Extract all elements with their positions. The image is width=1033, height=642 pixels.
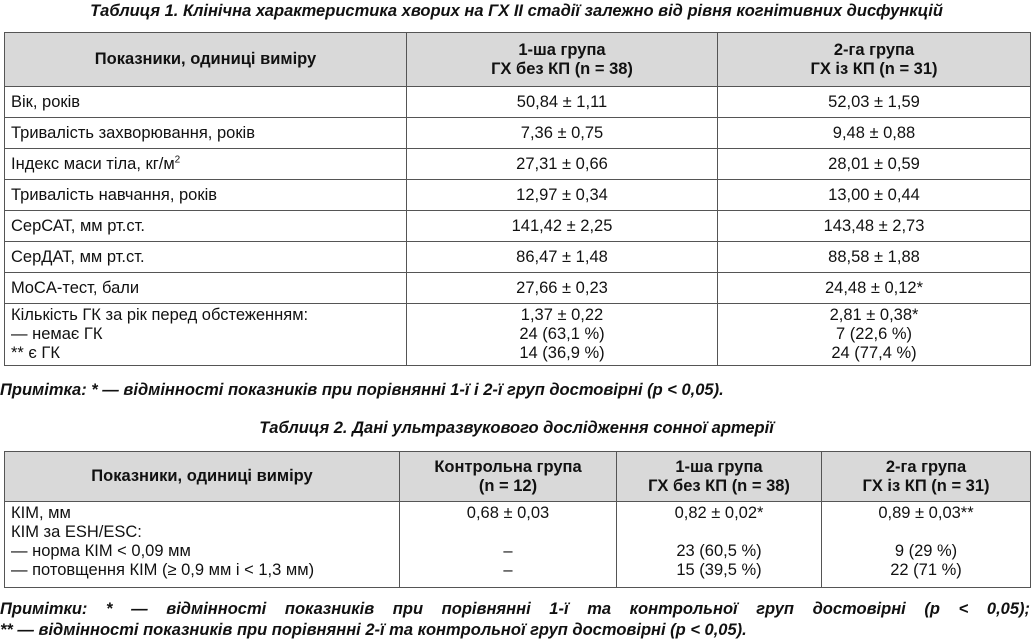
table2-group1-cell (617, 502, 822, 588)
label-line: — норма КІМ < 0,09 мм (11, 542, 191, 560)
header-group1-line1: 1-ша група (518, 40, 606, 59)
header-indicator-text: Показники, одиниці виміру (91, 467, 313, 485)
row-label: СерДАТ, мм рт.ст. (5, 242, 407, 273)
control-line: – (503, 561, 513, 579)
row-group1-value: 27,66 ± 0,23 (407, 273, 718, 304)
multi-row-group2 (718, 304, 1031, 366)
table1-caption: Таблиця 1. Клінічна характеристика хворих на ГХ ІІ стадії залежно від рівня когнітивних дисфункцій (90, 2, 943, 20)
row-label-superscript: 2 (174, 154, 181, 165)
row-group1-value: 50,84 ± 1,11 (407, 87, 718, 118)
row-label: Тривалість навчання, років (5, 180, 407, 211)
row-group2-value: 52,03 ± 1,59 (718, 87, 1031, 118)
header-group1-line2: ГХ без КП (n = 38) (648, 476, 790, 495)
table-row (5, 211, 1031, 242)
header-group2-line1: 2-га група (833, 40, 915, 59)
table-row-multiline (5, 502, 1031, 588)
row-group1-value: 141,42 ± 2,25 (407, 211, 718, 242)
header-indicator-text: Показники, одиниці виміру (94, 50, 317, 68)
multi-label-line: — немає ГК (11, 325, 103, 343)
row-group2-value: 13,00 ± 0,44 (718, 180, 1031, 211)
table-row (5, 149, 1031, 180)
table1-header-group1 (407, 33, 718, 87)
group1-line (623, 523, 815, 542)
control-line (406, 523, 610, 542)
group1-line: 0,82 ± 0,02* (674, 504, 764, 522)
group2-line (828, 523, 1024, 542)
group1-line: 15 (39,5 %) (676, 561, 762, 579)
label-line: КІМ, мм (11, 504, 71, 522)
row-label: Вік, років (5, 87, 407, 118)
multi-group1-line: 1,37 ± 0,22 (520, 306, 604, 324)
table2-label-cell (5, 502, 400, 588)
multi-row-label (5, 304, 407, 366)
table-row (5, 87, 1031, 118)
multi-row-group1 (407, 304, 718, 366)
table1-header-row (5, 33, 1031, 87)
group2-line: 9 (29 %) (894, 542, 958, 560)
header-control-line1: Контрольна група (434, 457, 582, 476)
table2-header-group2 (822, 452, 1031, 502)
row-group1-value: 27,31 ± 0,66 (407, 149, 718, 180)
multi-group1-line: 24 (63,1 %) (519, 325, 605, 343)
header-group2-line1: 2-га група (885, 457, 967, 476)
table2-header-indicator (5, 452, 400, 502)
header-control-line2: (n = 12) (478, 476, 538, 495)
table2-note-line1: Примітки: * — відмінності показників при порівнянні 1-ї та контрольної груп достовірні (p < 0,05); (0, 600, 1030, 618)
row-group1-value: 12,97 ± 0,34 (407, 180, 718, 211)
label-line: КІМ за ESH/ESC: (11, 523, 142, 541)
multi-group2-line: 7 (22,6 %) (835, 325, 913, 343)
row-group2-value: 143,48 ± 2,73 (718, 211, 1031, 242)
row-group2-value: 28,01 ± 0,59 (718, 149, 1031, 180)
table-row (5, 242, 1031, 273)
table1-header-group2 (718, 33, 1031, 87)
header-group1-line2: ГХ без КП (n = 38) (491, 59, 633, 78)
header-group2-line2: ГХ із КП (n = 31) (810, 59, 938, 78)
table2-header-group1 (617, 452, 822, 502)
table-row (5, 273, 1031, 304)
table2-control-cell (400, 502, 617, 588)
table-row (5, 180, 1031, 211)
table2-header-row (5, 452, 1031, 502)
table-row (5, 118, 1031, 149)
row-label: MoCA-тест, бали (5, 273, 407, 304)
multi-label-line: ** є ГК (11, 344, 60, 362)
control-line: – (503, 542, 513, 560)
table1-header-indicator (5, 33, 407, 87)
control-line: 0,68 ± 0,03 (466, 504, 550, 522)
table2-header-control (400, 452, 617, 502)
row-group1-value: 86,47 ± 1,48 (407, 242, 718, 273)
row-group1-value: 7,36 ± 0,75 (407, 118, 718, 149)
row-label: СерСАТ, мм рт.ст. (5, 211, 407, 242)
table1 (4, 32, 1031, 366)
row-group2-value: 24,48 ± 0,12* (718, 273, 1031, 304)
table2-note-line2: ** — відмінності показників при порівнянні 2-ї та контрольної груп достовірні (p < 0,05). (0, 621, 747, 639)
row-label (5, 149, 407, 180)
row-label: Тривалість захворювання, років (5, 118, 407, 149)
multi-group1-line: 14 (36,9 %) (519, 344, 605, 362)
header-group2-line2: ГХ із КП (n = 31) (862, 476, 990, 495)
multi-label-line: Кількість ГК за рік перед обстеженням: (11, 306, 309, 324)
table1-note: Примітка: * — відмінності показників при порівнянні 1-ї і 2-ї груп достовірні (p < 0,05). (0, 381, 724, 399)
label-line: — потовщення КІМ (≥ 0,9 мм і < 1,3 мм) (11, 561, 315, 579)
row-label-text: Індекс маси тіла, кг/м (11, 154, 175, 173)
group1-line: 23 (60,5 %) (676, 542, 762, 560)
row-group2-value: 9,48 ± 0,88 (718, 118, 1031, 149)
multi-group2-line: 24 (77,4 %) (831, 344, 917, 362)
header-group1-line1: 1-ша група (675, 457, 763, 476)
group2-line: 0,89 ± 0,03** (878, 504, 974, 522)
table-row-multiline (5, 304, 1031, 366)
row-group2-value: 88,58 ± 1,88 (718, 242, 1031, 273)
table2-group2-cell (822, 502, 1031, 588)
group2-line: 22 (71 %) (890, 561, 962, 579)
multi-group2-line: 2,81 ± 0,38* (829, 306, 919, 324)
table2 (4, 451, 1031, 588)
table2-caption: Таблиця 2. Дані ультразвукового дослідження сонної артерії (259, 419, 774, 437)
